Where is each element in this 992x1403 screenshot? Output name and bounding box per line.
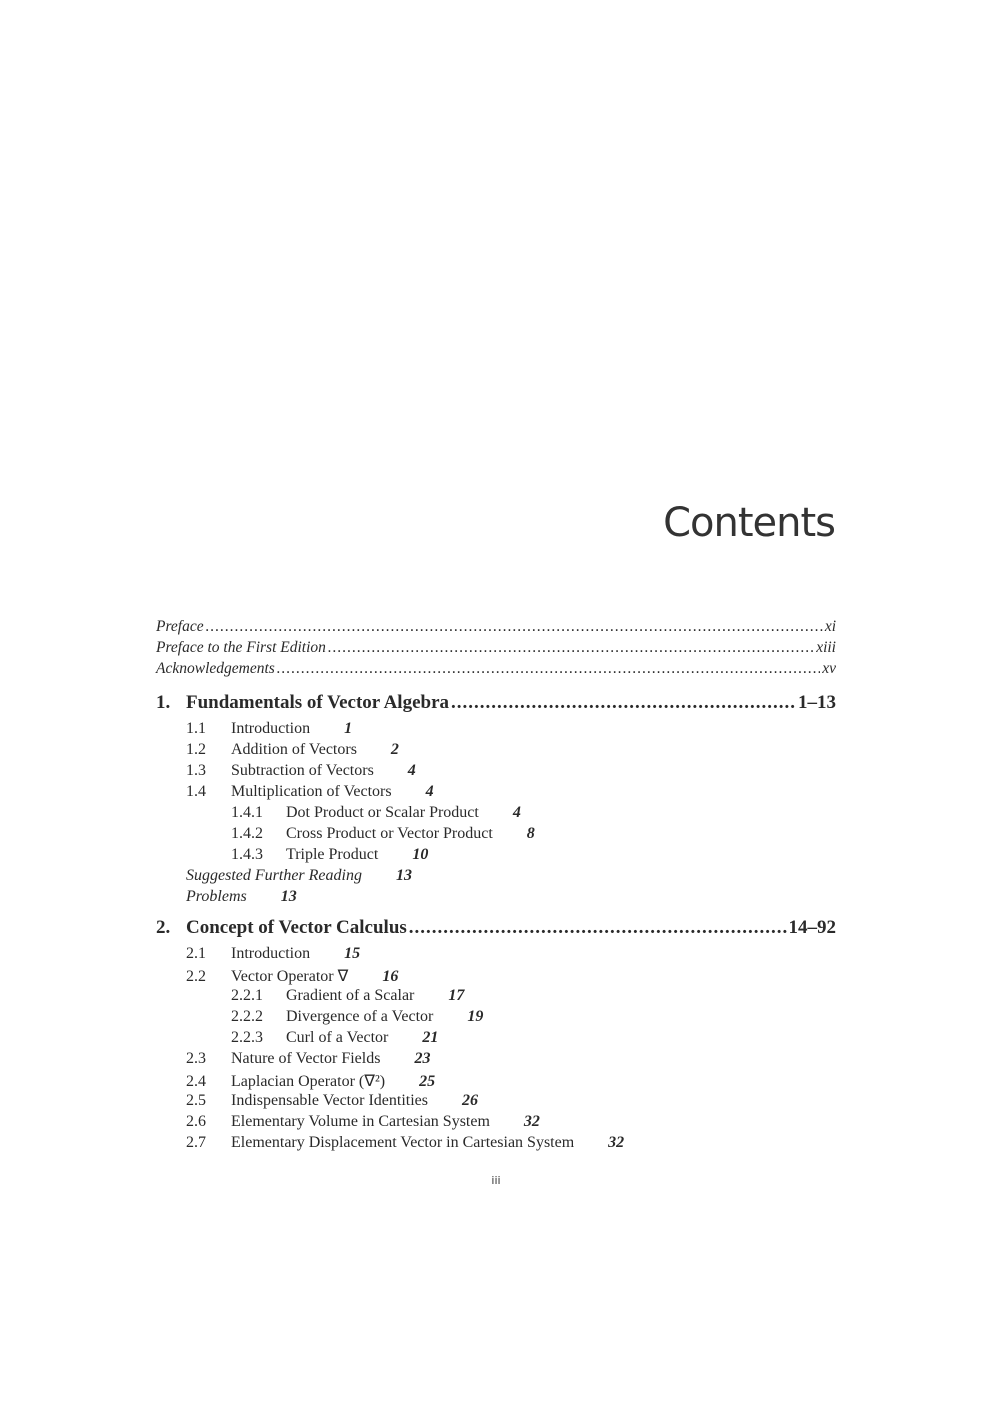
chapter-number: 1. xyxy=(156,692,171,713)
section-page: 13 xyxy=(395,867,412,884)
section-title: Laplacian Operator (∇²) xyxy=(231,1073,386,1090)
toc-front-preface[interactable] xyxy=(156,618,836,639)
toc-entry-further-reading[interactable] xyxy=(156,867,836,888)
section-title: Subtraction of Vectors xyxy=(231,762,374,779)
leader-dots xyxy=(206,618,823,636)
section-page: 16 xyxy=(382,968,399,985)
section-page: 26 xyxy=(461,1092,478,1109)
section-number: 2.3 xyxy=(186,1050,206,1067)
section-page: 4 xyxy=(512,804,521,821)
toc-entry[interactable] xyxy=(156,804,836,825)
toc-page: xiii xyxy=(816,639,836,656)
chapter-pages: 14–92 xyxy=(788,917,836,938)
section-title: Elementary Volume in Cartesian System xyxy=(231,1113,490,1130)
leader-dots xyxy=(277,660,820,678)
toc-front-acknowledgements[interactable] xyxy=(156,660,836,681)
toc-entry-problems[interactable] xyxy=(156,888,836,909)
section-page: 25 xyxy=(419,1073,436,1090)
section-page: 19 xyxy=(467,1008,484,1025)
section-number: 2.2.2 xyxy=(231,1008,263,1025)
section-number: 1.1 xyxy=(186,720,206,737)
section-number: 2.1 xyxy=(186,945,206,962)
toc-entry[interactable] xyxy=(156,987,836,1008)
toc-entry[interactable] xyxy=(156,741,836,762)
toc-page: xv xyxy=(822,660,836,677)
section-page: 13 xyxy=(280,888,297,905)
toc-label: Preface to the First Edition xyxy=(156,639,326,656)
section-page: 1 xyxy=(344,720,353,737)
section-title: Introduction xyxy=(231,720,311,737)
section-number: 2.4 xyxy=(186,1073,206,1090)
section-title: Indispensable Vector Identities xyxy=(231,1092,428,1109)
section-number: 2.2.3 xyxy=(231,1029,263,1046)
toc-entry[interactable] xyxy=(156,825,836,846)
section-page: 23 xyxy=(414,1050,431,1067)
toc-entry[interactable] xyxy=(156,1008,836,1029)
section-page: 10 xyxy=(412,846,429,863)
section-number: 1.3 xyxy=(186,762,206,779)
leader-dots xyxy=(328,639,814,657)
toc-entry[interactable] xyxy=(156,783,836,804)
toc-entry[interactable] xyxy=(156,1071,836,1092)
section-title: Suggested Further Reading xyxy=(186,867,362,884)
toc-chapter-1[interactable] xyxy=(156,692,836,720)
toc-entry[interactable] xyxy=(156,1134,836,1155)
leader-dots xyxy=(409,917,787,939)
section-page: 32 xyxy=(523,1113,540,1130)
section-title: Divergence of a Vector xyxy=(286,1008,434,1025)
toc-entry[interactable] xyxy=(156,1029,836,1050)
section-title: Dot Product or Scalar Product xyxy=(286,804,479,821)
toc-entry[interactable] xyxy=(156,945,836,966)
section-title: Nature of Vector Fields xyxy=(231,1050,381,1067)
toc-entry[interactable] xyxy=(156,1113,836,1134)
section-number: 1.4.1 xyxy=(231,804,263,821)
section-number: 1.4 xyxy=(186,783,206,800)
chapter-title: Concept of Vector Calculus xyxy=(186,917,407,938)
toc-entry[interactable] xyxy=(156,1092,836,1113)
table-of-contents xyxy=(156,618,836,1155)
section-number: 2.2 xyxy=(186,968,206,985)
section-number: 2.2.1 xyxy=(231,987,263,1004)
section-page: 4 xyxy=(407,762,416,779)
toc-entry[interactable] xyxy=(156,846,836,867)
section-title: Gradient of a Scalar xyxy=(286,987,415,1004)
chapter-pages: 1–13 xyxy=(798,692,836,713)
section-number: 2.5 xyxy=(186,1092,206,1109)
toc-page: xi xyxy=(824,618,836,635)
section-page: 21 xyxy=(422,1029,439,1046)
section-title: Elementary Displacement Vector in Cartesian System xyxy=(231,1134,575,1151)
section-page: 4 xyxy=(425,783,434,800)
toc-label: Acknowledgements xyxy=(156,660,275,677)
section-title: Problems xyxy=(186,888,247,905)
section-title: Introduction xyxy=(231,945,311,962)
toc-entry[interactable] xyxy=(156,966,836,987)
section-title: Curl of a Vector xyxy=(286,1029,389,1046)
toc-label: Preface xyxy=(156,618,204,635)
chapter-number: 2. xyxy=(156,917,171,938)
section-number: 1.4.3 xyxy=(231,846,263,863)
section-page: 32 xyxy=(608,1134,625,1151)
toc-entry[interactable] xyxy=(156,720,836,741)
section-title: Vector Operator ∇ xyxy=(231,968,349,985)
section-title: Cross Product or Vector Product xyxy=(286,825,493,842)
section-page: 15 xyxy=(344,945,361,962)
section-number: 2.7 xyxy=(186,1134,206,1151)
page-number: iii xyxy=(491,1174,501,1187)
section-number: 2.6 xyxy=(186,1113,206,1130)
section-number: 1.4.2 xyxy=(231,825,263,842)
section-page: 8 xyxy=(526,825,535,842)
section-number: 1.2 xyxy=(186,741,206,758)
toc-chapter-2[interactable] xyxy=(156,917,836,945)
section-page: 2 xyxy=(390,741,399,758)
section-title: Multiplication of Vectors xyxy=(231,783,392,800)
section-title: Triple Product xyxy=(286,846,379,863)
toc-entry[interactable] xyxy=(156,762,836,783)
toc-entry[interactable] xyxy=(156,1050,836,1071)
section-page: 17 xyxy=(448,987,465,1004)
section-title: Addition of Vectors xyxy=(231,741,357,758)
toc-front-preface-first-edition[interactable] xyxy=(156,639,836,660)
page-title: Contents xyxy=(663,500,835,546)
leader-dots xyxy=(451,692,796,714)
chapter-title: Fundamentals of Vector Algebra xyxy=(186,692,450,713)
